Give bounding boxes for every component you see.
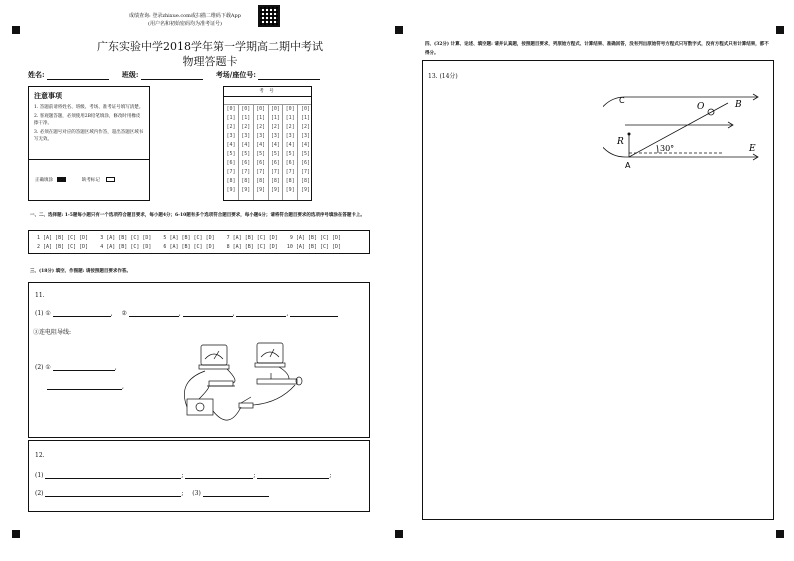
corner-mark [395, 530, 403, 538]
exam-id-digit[interactable]: [8] [226, 178, 236, 184]
exam-id-digit[interactable]: [8] [241, 178, 251, 184]
mc-row[interactable]: 2 [A] [B] [C] [D] 4 [A] [B] [C] [D] 6 [A] [B] [C] [D] 8 [A] [B] [C] [D] 10 [A] [B] [C] [D] [37, 244, 342, 250]
corner-mark [395, 26, 403, 34]
exam-id-digit[interactable]: [6] [285, 160, 295, 166]
exam-id-digit[interactable]: [8] [300, 178, 311, 184]
exam-id-digit[interactable]: [7] [226, 169, 236, 175]
exam-id-digit[interactable]: [7] [256, 169, 266, 175]
name-field[interactable] [47, 70, 109, 80]
answer-blank[interactable] [45, 469, 181, 479]
answer-blank[interactable] [203, 487, 269, 497]
exam-id-digit[interactable]: [2] [300, 124, 311, 130]
exam-id-digit[interactable]: [5] [256, 151, 266, 157]
exam-id-digit[interactable]: [1] [256, 115, 266, 121]
exam-id-digit[interactable]: [9] [256, 187, 266, 193]
corner-mark [776, 530, 784, 538]
corner-mark [12, 530, 20, 538]
q11-part1: (1) ① , ② , , , [35, 307, 338, 317]
exam-id-digit[interactable]: [4] [300, 142, 311, 148]
q12-part1: (1) ; ; ; [35, 469, 331, 479]
exam-id-digit[interactable]: [2] [285, 124, 295, 130]
exam-id-digit[interactable]: [4] [285, 142, 295, 148]
exam-id-digit[interactable]: [9] [270, 187, 280, 193]
exam-id-digit[interactable]: [0] [270, 106, 280, 112]
class-field[interactable] [141, 70, 203, 80]
exam-id-columns [224, 105, 311, 200]
exam-id-digit[interactable]: [0] [300, 106, 311, 112]
exam-id-digit[interactable]: [9] [226, 187, 236, 193]
exam-id-digit[interactable]: [8] [270, 178, 280, 184]
exam-id-digit[interactable]: [9] [300, 187, 311, 193]
label-c: C [619, 96, 625, 105]
notice-item: 1. 答题前请将姓名、班级、考场、准考证号填写清楚。 [34, 105, 144, 110]
exam-id-digit[interactable]: [7] [270, 169, 280, 175]
exam-id-digit[interactable]: [1] [285, 115, 295, 121]
qr-code-icon[interactable] [258, 5, 280, 27]
exam-id-digit[interactable]: [4] [241, 142, 251, 148]
mc-answer-box [28, 230, 370, 254]
notice-item: 3. 必须在题号对应的答题区域内作答，超出答题区域书写无效。 [34, 130, 144, 142]
answer-blank[interactable] [129, 307, 179, 317]
exam-id-digit[interactable]: [3] [241, 133, 251, 139]
section3-heading: 三、(18分) 填空、作图题: 请按照题目要求作答。 [30, 269, 131, 274]
exam-id-digit[interactable]: [7] [285, 169, 295, 175]
exam-id-column [268, 105, 283, 200]
answer-blank[interactable] [47, 380, 122, 390]
angle-label: 30° [660, 144, 675, 153]
exam-id-column [283, 105, 298, 200]
answer-blank[interactable] [45, 487, 181, 497]
label-o: O [697, 102, 705, 112]
exam-id-digit[interactable]: [5] [241, 151, 251, 157]
answer-blank[interactable] [53, 307, 111, 317]
page-subtitle: 物理答题卡 [182, 55, 238, 68]
answer-blank[interactable] [183, 307, 233, 317]
exam-id-digit[interactable]: [5] [270, 151, 280, 157]
q11-part2: (2) ① , [35, 361, 117, 371]
exam-id-digit[interactable]: [1] [226, 115, 236, 121]
exam-id-digit[interactable]: [3] [300, 133, 311, 139]
mc-row[interactable]: 1 [A] [B] [C] [D] 3 [A] [B] [C] [D] 5 [A] [B] [C] [D] 7 [A] [B] [C] [D] 9 [A] [B] [C] [D] [37, 235, 342, 241]
notice-box [28, 86, 150, 201]
label-a: A [625, 161, 631, 169]
exam-id-digit[interactable]: [1] [241, 115, 251, 121]
exam-id-digit[interactable]: [0] [256, 106, 266, 112]
exam-id-digit[interactable]: [9] [285, 187, 295, 193]
exam-id-digit[interactable]: [0] [285, 106, 295, 112]
exam-id-digit[interactable]: [6] [226, 160, 236, 166]
answer-blank[interactable] [185, 469, 253, 479]
section1-heading: 一、二、选择题: 1-5题每小题只有一个选项符合题目要求，每小题4分；6-10题有多个选项符合题目要求，每小题6分；请将符合题目要求的选项序号填涂在答题卡上。 [30, 213, 365, 218]
score-notice: 成绩查询: 登录zhixue.com或扫描二维码下载App (用户名和初始密码均为准考证号) [129, 13, 241, 27]
fill-legend: 正确填涂 缺考标记 [35, 177, 115, 183]
label-b: B [735, 100, 742, 110]
exam-id-digit[interactable]: [6] [241, 160, 251, 166]
student-info-row: 姓名: 班级: 考场/座位号: [28, 70, 368, 80]
exam-id-digit[interactable]: [0] [241, 106, 251, 112]
exam-id-digit[interactable]: [2] [226, 124, 236, 130]
exam-id-digit[interactable]: [1] [270, 115, 280, 121]
q12-part2: (2) ; (3) [35, 487, 269, 497]
answer-blank[interactable] [257, 469, 329, 479]
notice-title: 注意事项 [34, 91, 62, 100]
exam-id-label: 考 号 [224, 87, 311, 97]
exam-id-digit[interactable]: [4] [270, 142, 280, 148]
answer-blank[interactable] [290, 307, 338, 317]
section4-heading: 四、(32分) 计算、论述、填空题: 请并认真题，按照题目要求，列原始方程式、计算结果、准确回答，没有列出原始符号方程式只写数字式，没有方程式只有计算结果，都不得分。 [425, 42, 769, 56]
q13-answer-box [422, 60, 774, 520]
exam-id-digit[interactable]: [6] [300, 160, 311, 166]
exam-id-digit[interactable]: [2] [256, 124, 266, 130]
label-e: E [749, 144, 756, 154]
exam-id-digit[interactable]: [3] [226, 133, 236, 139]
corner-mark [776, 26, 784, 34]
exam-id-digit[interactable]: [3] [256, 133, 266, 139]
answer-blank[interactable] [53, 361, 115, 371]
corner-mark [12, 26, 20, 34]
page-title: 广东实验中学2018学年第一学期高二期中考试 [97, 40, 323, 53]
q11-part2b: , [47, 380, 124, 390]
q11-label: 11. [35, 292, 45, 299]
circuit-diagram [179, 341, 314, 433]
q13-label: 13. (14分) [428, 73, 458, 80]
exam-id-digit[interactable]: [7] [300, 169, 311, 175]
exam-id-grid [223, 86, 312, 201]
exam-id-digit[interactable]: [6] [256, 160, 266, 166]
q11-wire-label: ③连电阻导线: [33, 329, 72, 336]
exam-id-column [254, 105, 269, 200]
exam-id-digit[interactable]: [8] [285, 178, 295, 184]
physics-figure [603, 89, 763, 169]
exam-id-digit[interactable]: [5] [226, 151, 236, 157]
exam-id-digit[interactable]: [0] [226, 106, 236, 112]
exam-id-column [298, 105, 313, 200]
exam-id-digit[interactable]: [1] [300, 115, 311, 121]
exam-id-digit[interactable]: [3] [270, 133, 280, 139]
exam-id-digit[interactable]: [5] [285, 151, 295, 157]
exam-id-digit[interactable]: [3] [285, 133, 295, 139]
exam-id-digit[interactable]: [2] [270, 124, 280, 130]
q12-answer-box [28, 440, 370, 512]
label-r: R [617, 137, 624, 147]
notice-item: 2. 客观题答题，必须使用2B铅笔填涂，修改时用橡皮擦干净。 [34, 114, 141, 126]
exam-id-digit[interactable]: [7] [241, 169, 251, 175]
exam-id-column [224, 105, 239, 200]
exam-id-digit[interactable]: [9] [241, 187, 251, 193]
exam-id-digit[interactable]: [5] [300, 151, 311, 157]
q11-answer-box [28, 282, 370, 438]
exam-id-digit[interactable]: [8] [256, 178, 266, 184]
exam-id-digit[interactable]: [4] [256, 142, 266, 148]
exam-id-digit[interactable]: [4] [226, 142, 236, 148]
exam-id-digit[interactable]: [6] [270, 160, 280, 166]
seat-field[interactable] [258, 70, 320, 80]
answer-blank[interactable] [236, 307, 286, 317]
correct-fill-sample [57, 177, 66, 182]
missing-mark-box[interactable] [106, 177, 115, 182]
exam-id-column [239, 105, 254, 200]
exam-id-digit[interactable]: [2] [241, 124, 251, 130]
q12-label: 12. [35, 452, 45, 459]
